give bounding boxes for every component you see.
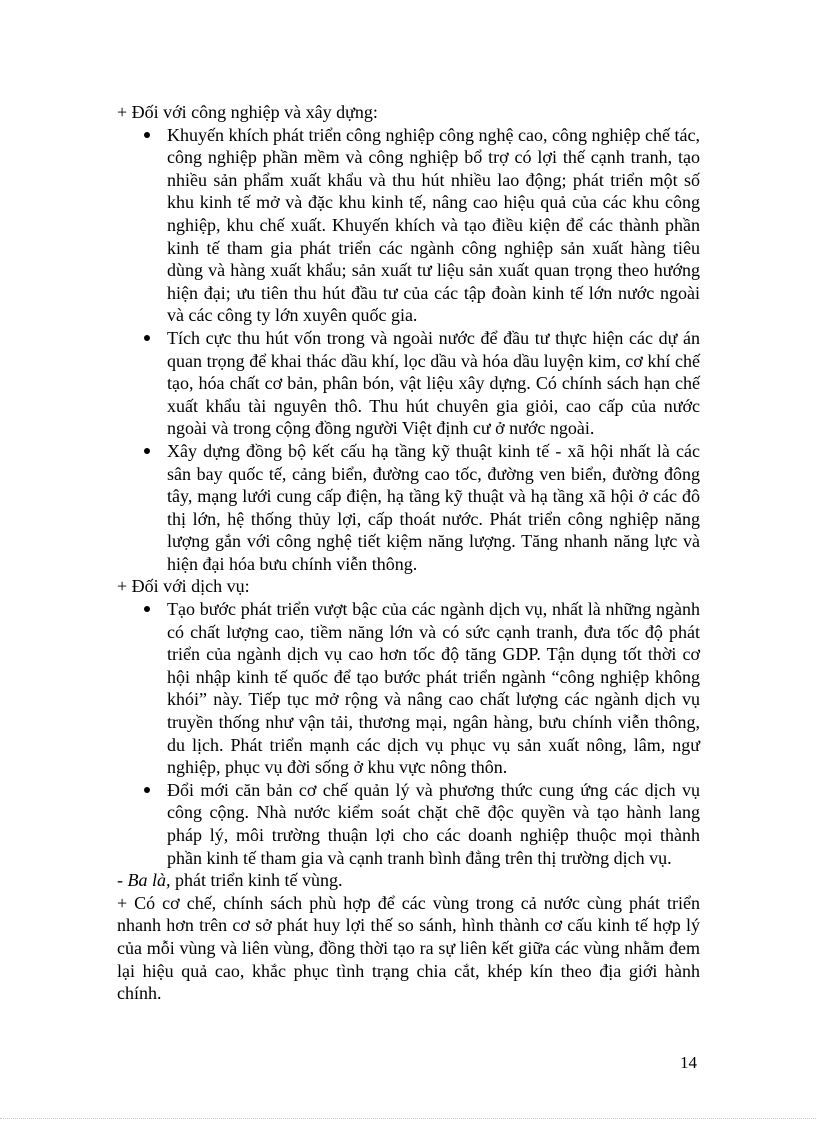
services-bullet-list — [117, 598, 700, 869]
services-heading: + Đối với dịch vụ: — [117, 576, 250, 597]
bullet-icon — [144, 606, 150, 612]
bullet-text: Tạo bước phát triển vượt bậc của các ngành dịch vụ, nhất là những ngành có chất lượng cao, tiềm năng lớn và có sức cạnh tranh, đưa tốc độ phát triển của ngành dịch vụ cao hơn tốc độ tăng GDP. Tận dụng tốt thời cơ hội nhập kinh tế quốc để tạo bước phát triển ngành “công nghiệp không khói” này. Tiếp tục mở rộng và nâng cao chất lượng các ngành dịch vụ truyền thống như vận tải, thương mại, ngân hàng, bưu chính viễn thông, du lịch. Phát triển mạnh các dịch vụ phục vụ sản xuất nông, lâm, ngư nghiệp, phục vụ đời sống ở khu vực nông thôn. — [167, 599, 700, 778]
bullet-text: Xây dựng đồng bộ kết cấu hạ tầng kỹ thuật kinh tế - xã hội nhất là các sân bay quốc tế, cảng biển, đường cao tốc, đường ven biển, đường đông tây, mạng lưới cung cấp điện, hạ tầng kỹ thuật và hạ tầng xã hội ở các đô thị lớn, hệ thống thủy lợi, cấp thoát nước. Phát triển công nghiệp năng lượng gắn với công nghệ tiết kiệm năng lượng. Tăng nhanh năng lực và hiện đại hóa bưu chính viễn thông. — [167, 440, 700, 574]
bullet-text: Đổi mới căn bản cơ chế quản lý và phương thức cung ứng các dịch vụ công cộng. Nhà nước kiểm soát chặt chẽ độc quyền và tạo hành lang pháp lý, môi trường thuận lợi cho các doanh nghiệp thuộc mọi thành phần kinh tế tham gia và cạnh tranh bình đẳng trên thị trường dịch vụ. — [167, 779, 700, 868]
bullet-text: Tích cực thu hút vốn trong và ngoài nước để đầu tư thực hiện các dự án quan trọng để khai thác dầu khí, lọc dầu và hóa dầu luyện kim, cơ khí chế tạo, hóa chất cơ bản, phân bón, vật liệu xây dựng. Có chính sách hạn chế xuất khẩu tài nguyên thô. Thu hút chuyên gia giỏi, cao cấp của nước ngoài và trong cộng đồng người Việt định cư ở nước ngoài. — [167, 327, 700, 439]
bullet-icon — [144, 448, 150, 454]
bullet-icon — [144, 335, 150, 341]
bullet-icon — [144, 132, 150, 138]
page-bottom-divider — [0, 1118, 816, 1119]
page-number: 14 — [680, 1053, 697, 1072]
bullet-text: Khuyến khích phát triển công nghiệp công nghệ cao, công nghiệp chế tác, công nghiệp phần mềm và công nghiệp bổ trợ có lợi thế cạnh tranh, tạo nhiều sản phẩm xuất khẩu và thu hút nhiều lao động; phát triển một số khu kinh tế mở và đặc khu kinh tế, nâng cao hiệu quả của các khu công nghiệp, khu chế xuất. Khuyến khích và tạo điều kiện để các thành phần kinh tế tham gia phát triển các ngành công nghiệp sản xuất hàng tiêu dùng và hàng xuất khẩu; sản xuất tư liệu sản xuất quan trọng theo hướng hiện đại; ưu tiên thu hút đầu tư của các tập đoàn kinh tế lớn nước ngoài và các công ty lớn xuyên quốc gia. — [167, 124, 700, 326]
regional-lead-italic: - Ba là, — [117, 870, 171, 891]
list-item — [167, 598, 700, 779]
industry-heading: + Đối với công nghiệp và xây dựng: — [117, 102, 378, 122]
regional-lead-text: phát triển kinh tế vùng. — [170, 870, 343, 891]
industry-bullet-list — [117, 124, 700, 576]
list-item — [167, 327, 700, 440]
regional-lead — [117, 869, 700, 892]
bullet-icon — [144, 787, 150, 793]
list-item — [167, 124, 700, 327]
list-item — [167, 440, 700, 576]
page-body — [117, 101, 700, 1005]
list-item — [167, 779, 700, 869]
regional-paragraph: + Có cơ chế, chính sách phù hợp để các vùng trong cả nước cùng phát triển nhanh hơn trên cơ sở phát huy lợi thế so sánh, hình thành cơ cấu kinh tế hợp lý của mỗi vùng và liên vùng, đồng thời tạo ra sự liên kết giữa các vùng nhằm đem lại hiệu quả cao, khắc phục tình trạng chia cắt, khép kín theo địa giới hành chính. — [117, 892, 700, 1004]
